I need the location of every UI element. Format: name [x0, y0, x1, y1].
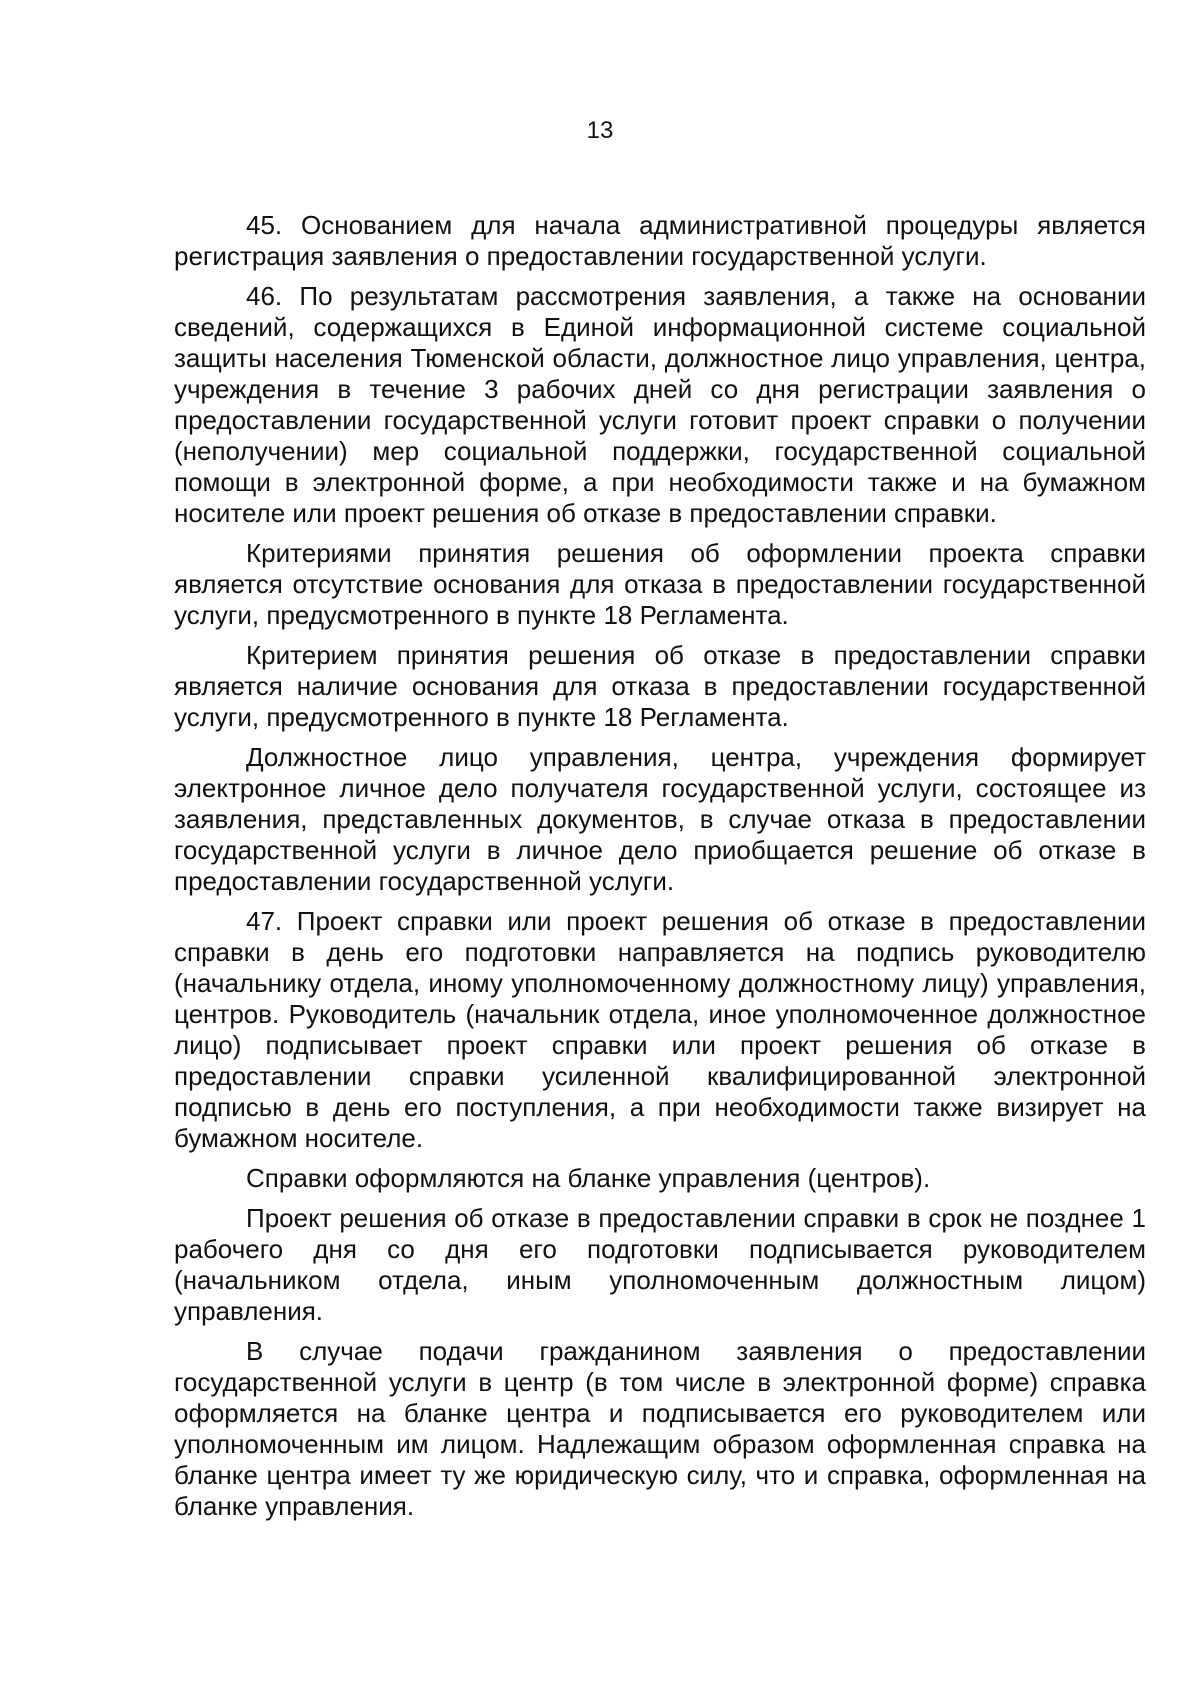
paragraph-46: 46. По результатам рассмотрения заявления, а также на основании сведений, содержащихся в Единой информационной системе социальной защиты населения Тюменской области, должностное лицо управления, центра, учреждения в течение 3 рабочих дней со дня регистрации заявления о предоставлении государственной услуги готовит проект справки о получении (неполучении) мер социальной поддержки, государственной социальной помощи в электронной форме, а при необходимости также и на бумажном носителе или проект решения об отказе в предоставлении справки. [174, 281, 1146, 528]
document-body [174, 210, 1146, 1531]
page-number: 13 [586, 117, 614, 144]
paragraph-center-submission: В случае подачи гражданином заявления о предоставлении государственной услуги в центр (в том числе в электронной форме) справка оформляется на бланке центра и подписывается его руководителем или уполномоченным им лицом. Надлежащим образом оформленная справка на бланке центра имеет ту же юридическую силу, что и справка, оформленная на бланке управления. [174, 1336, 1146, 1521]
paragraph-criteria-approval: Критериями принятия решения об оформлении проекта справки является отсутствие основания для отказа в предоставлении государственной услуги, предусмотренного в пункте 18 Регламента. [174, 538, 1146, 630]
paragraph-45: 45. Основанием для начала административной процедуры является регистрация заявления о предоставлении государственной услуги. [174, 210, 1146, 271]
paragraph-47: 47. Проект справки или проект решения об отказе в предоставлении справки в день его подготовки направляется на подпись руководителю (начальнику отдела, иному уполномоченному должностному лицу) управления, центров. Руководитель (начальник отдела, иное уполномоченное должностное лицо) подписывает проект справки или проект решения об отказе в предоставлении справки усиленной квалифицированной электронной подписью в день его поступления, а при необходимости также визирует на бумажном носителе. [174, 906, 1146, 1153]
paragraph-criteria-refusal: Критерием принятия решения об отказе в предоставлении справки является наличие основания для отказа в предоставлении государственной услуги, предусмотренного в пункте 18 Регламента. [174, 640, 1146, 732]
paragraph-refusal-signing: Проект решения об отказе в предоставлении справки в срок не позднее 1 рабочего дня со дня его подготовки подписывается руководителем (начальником отдела, иным уполномоченным должностным лицом) управления. [174, 1203, 1146, 1326]
paragraph-letterhead: Справки оформляются на бланке управления (центров). [246, 1163, 931, 1193]
paragraph-personal-file: Должностное лицо управления, центра, учреждения формирует электронное личное дело получателя государственной услуги, состоящее из заявления, представленных документов, в случае отказа в предоставлении государственной услуги в личное дело приобщается решение об отказе в предоставлении государственной услуги. [174, 742, 1146, 896]
